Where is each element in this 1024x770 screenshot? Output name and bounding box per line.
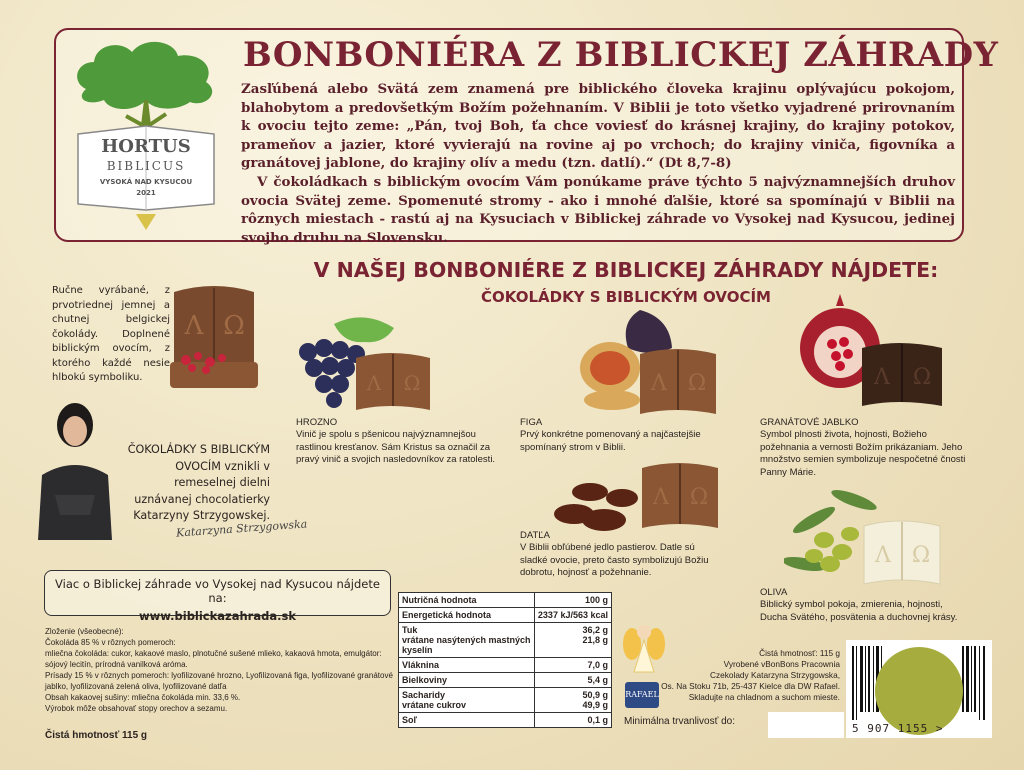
svg-text:Λ: Λ [874, 365, 890, 390]
composition-line-4: Prísady 15 % v rôznych pomeroch: lyofilizované hrozno, Lyofilizovaná figa, lyofilizované granátové jablko, lyofilizovaná zelená oliva, lyofilizované datľa [45, 671, 393, 691]
barcode-number: 5 907 1155 > [852, 722, 944, 735]
intro-paragraph-2: V čokoládkach s biblickým ovocím Vám ponúkame práve týchto 5 najvýznamnejších druhov ovocia Svätej zeme. Spomenuté stromy - ako i mnohé ďalšie, ktoré sa spomínajú v Biblii na rôznych miestach - rastú aj na Kysuciach v Biblickej záhrade vo Vysokej nad Kysucou, jedinej svojho druhu na Slovensku. [241, 173, 955, 246]
fruit-name-oliva: OLIVA [760, 587, 788, 598]
logo-year: 2021 [136, 189, 156, 197]
nutrition-sublabel: vrátane cukrov [402, 700, 467, 710]
section-title: V NAŠEJ BONBONIÉRE Z BIBLICKEJ ZÁHRADY NÁJDETE: [313, 258, 939, 282]
intro-text [241, 80, 955, 247]
fruit-text-figa: Prvý konkrétne pomenovaný a najčastejšie spomínaný strom v Biblii. [520, 429, 701, 453]
side-description: Ručne vyrábané, z prvotriednej jemnej a chutnej belgickej čokolády. Doplnené biblickým ovocím, z ktorého každé nesie hlbokú symboliku. [52, 285, 170, 383]
chocolate-with-fruit-image [168, 282, 260, 392]
svg-text:Ω: Ω [911, 543, 931, 568]
net-weight-label: Čistá hmotnosť 115 g [45, 730, 148, 741]
fruit-label-figa [520, 417, 720, 454]
fruit-text-granat: Symbol plnosti života, hojnosti, Božieho požehnania a vernosti Božím prikázaniam. Jeho množstvo semien symbolizuje nespočetné čnosti Panny Márie. [760, 429, 966, 478]
nutrition-value: 7,0 g [534, 658, 611, 673]
nutrition-row [399, 688, 612, 713]
intro-paragraph-1: Zasľúbená alebo Svätá zem znamená pre biblického človeka krajinu oplývajúcu pokojom, blahobytom a predovšetkým Božím požehnaním. V Biblii je toto všetko vyjadrené prirovnaním k ovociu tejto zeme: „Pán, tvoj Boh, ťa chce voviesť do krásnej krajiny, do krajiny potokov, prameňov a jazier, ktoré vyvierajú na rovine aj po vrchoch; do krajiny viniča, figovníka a granátovej jablone, do krajiny olív a medu (tzn. datlí).“ (Dt 8,7-8) [241, 81, 955, 172]
nutrition-label: Soľ [399, 713, 535, 728]
nutrition-value: 2337 kJ/563 kcal [534, 608, 611, 623]
nutrition-header-value: 100 g [534, 593, 611, 608]
fruit-label-granat [760, 417, 970, 479]
composition-text [45, 626, 393, 714]
nutrition-row [399, 713, 612, 728]
nutrition-subvalue: 49,9 g [582, 700, 608, 710]
fruit-text-oliva: Biblický symbol pokoja, zmierenia, hojnosti, Ducha Svätého, posvätenia a duchovnej krásy. [760, 599, 958, 623]
nutrition-header-row [399, 593, 612, 608]
nutrition-value: 36,2 g [582, 625, 608, 635]
nutrition-label: Energetická hodnota [399, 608, 535, 623]
olive-chocolate-image [784, 480, 944, 588]
website-url[interactable]: www.biblickazahrada.sk [139, 609, 296, 623]
composition-line-6: Výrobok môže obsahovať stopy orechov a sezamu. [45, 704, 228, 713]
producer-info [650, 648, 840, 703]
nutrition-row [399, 673, 612, 688]
min-durability-label: Minimálna trvanlivosť do: [624, 716, 736, 727]
producer-line-2: Vyrobené vBonBons Pracownia [723, 659, 840, 669]
nutrition-label: Vláknina [399, 658, 535, 673]
producer-net-weight: Čistá hmotnosť: 115 g [759, 648, 840, 658]
rafael-logo: RAFAEL [625, 682, 659, 708]
nutrition-header-label: Nutričná hodnota [399, 593, 535, 608]
svg-text:Ω: Ω [912, 365, 932, 390]
svg-text:Λ: Λ [653, 485, 669, 510]
page-title: BONBONIÉRA Z BIBLICKEJ ZÁHRADY [243, 35, 999, 75]
logo-place: VYSOKÁ NAD KYSUCOU [99, 178, 193, 186]
svg-text:Λ: Λ [184, 311, 204, 341]
svg-text:Λ: Λ [875, 543, 891, 568]
fruit-label-hrozno [296, 417, 506, 467]
nutrition-row [399, 623, 612, 658]
fruit-name-datla: DATĽA [520, 530, 550, 541]
nutrition-value: 0,1 g [534, 713, 611, 728]
hortus-biblicus-logo [66, 34, 226, 234]
fruit-name-granat: GRANÁTOVÉ JABLKO [760, 417, 859, 428]
nutrition-label: Bielkoviny [399, 673, 535, 688]
nutrition-table [398, 592, 612, 728]
nutrition-row [399, 658, 612, 673]
nutrition-value: 50,9 g [582, 690, 608, 700]
pomegranate-chocolate-image [796, 292, 946, 412]
producer-line-4: Os. Na Stoku 71b, 25-437 Kielce dla DW Rafael. [661, 681, 840, 691]
composition-line-3: mliečna čokoláda: cukor, kakaové maslo, plnotučné sušené mlieko, kakaová hmota, emulgátor: sójový lecitín, prírodná vanilková aróma. [45, 649, 382, 669]
producer-line-5: Skladujte na chladnom a suchom mieste. [688, 692, 840, 702]
chef-signature: Katarzyna Strzygowska [175, 517, 308, 540]
fruit-text-datla: V Biblii obľúbené jedlo pastierov. Datle sú sladké ovocie, preto často symbolizujú Božiu dobrotu, hojnosť a požehnanie. [520, 542, 709, 579]
logo-name-line1: HORTUS [101, 136, 191, 157]
svg-text:Λ: Λ [366, 371, 382, 395]
website-info-box [44, 570, 391, 623]
nutrition-label: Sacharidy [402, 690, 446, 700]
nutrition-value: 5,4 g [534, 673, 611, 688]
composition-line-5: Obsah kakaovej sušiny: mliečna čokoláda min. 33,6 %. [45, 693, 241, 702]
nutrition-sublabel: vrátane nasýtených mastných kyselín [402, 635, 531, 655]
section-subtitle: ČOKOLÁDKY S BIBLICKÝM OVOCÍM [480, 288, 771, 306]
composition-line-2: Čokoláda 85 % v rôznych pomeroch: [45, 638, 176, 647]
svg-text:Ω: Ω [687, 371, 707, 396]
fruit-label-oliva [760, 587, 966, 624]
grape-chocolate-image [294, 314, 434, 414]
nutrition-row [399, 608, 612, 623]
fruit-text-hrozno: Vinič je spolu s pšenicou najvýznamnejšou rastlinou kresťanov. Sám Kristus sa označil za pravý vinič a svojich nasledovníkov za ratolesti. [296, 429, 496, 466]
fruit-label-datla [520, 530, 720, 580]
nutrition-subvalue: 21,8 g [582, 635, 608, 645]
logo-name-line2: BIBLICUS [106, 159, 186, 173]
svg-text:Ω: Ω [689, 485, 709, 510]
date-chocolate-image [552, 458, 722, 538]
fruit-name-hrozno: HROZNO [296, 417, 338, 428]
producer-line-3: Czekolady Katarzyna Strzygowska, [709, 670, 840, 680]
chef-photo [30, 395, 120, 540]
chef-description: ČOKOLÁDKY S BIBLICKÝM OVOCÍM vznikli v remeselnej dielni uznávanej chocolatierky Katarzyny Strzygowskej. [127, 443, 270, 522]
fig-chocolate-image [580, 308, 720, 418]
fruit-name-figa: FIGA [520, 417, 543, 428]
svg-text:Ω: Ω [223, 311, 245, 341]
nutrition-label: Tuk [402, 625, 418, 635]
svg-text:Λ: Λ [651, 371, 667, 396]
composition-heading: Zloženie (všeobecné): [45, 627, 124, 636]
svg-text:Ω: Ω [403, 371, 421, 395]
website-info-text: Viac o Biblickej záhrade vo Vysokej nad Kysucou nájdete na: [55, 577, 380, 605]
date-field [768, 712, 844, 738]
